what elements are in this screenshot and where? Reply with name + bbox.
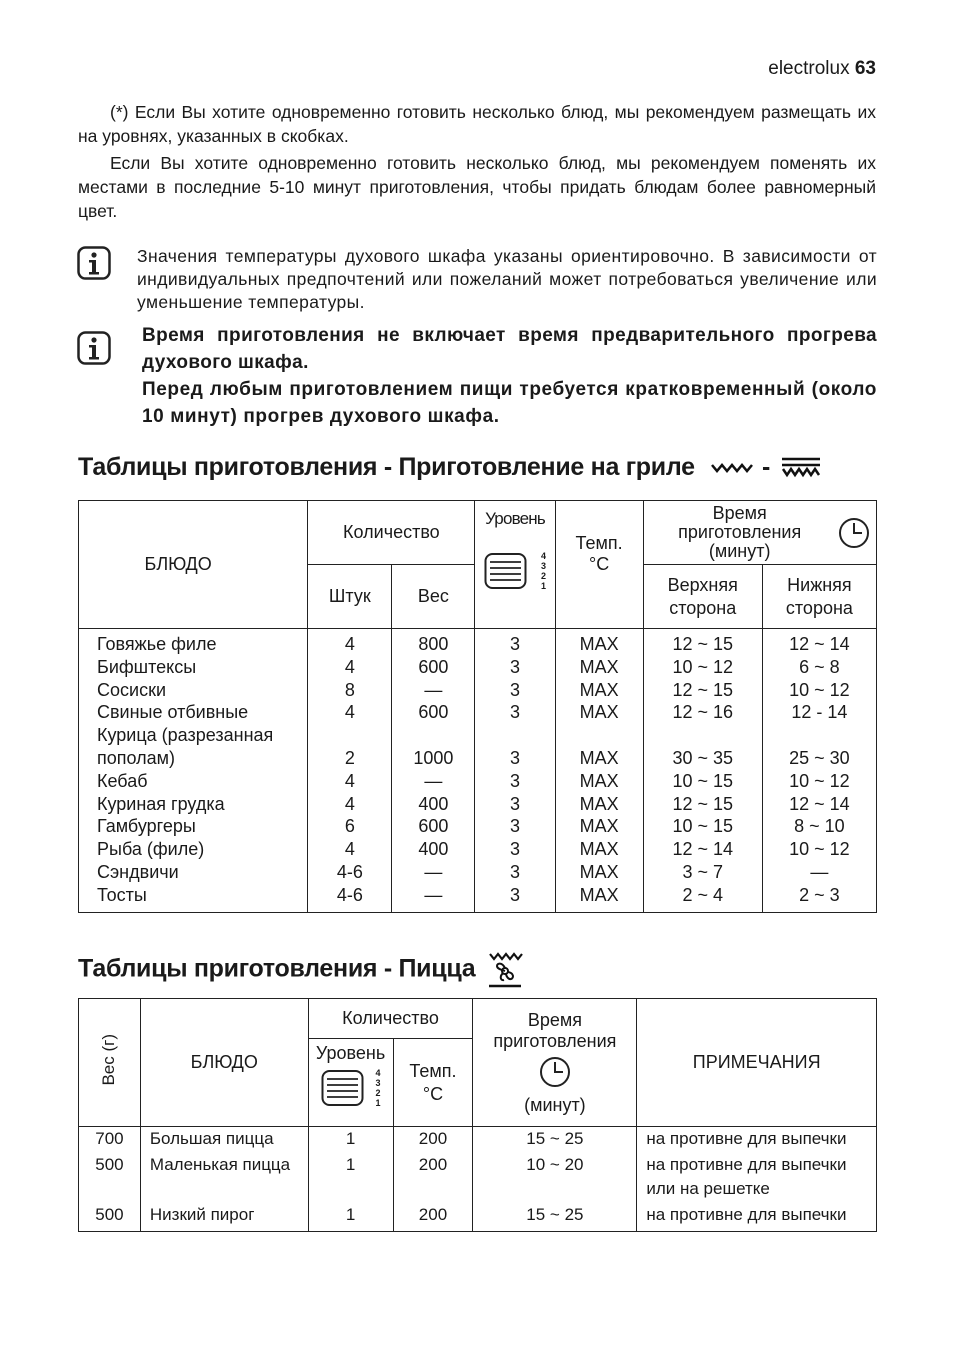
pizza-cell-lvl: 1 bbox=[308, 1201, 393, 1232]
grill-row-1-bot: 6 ~ 8 bbox=[799, 656, 840, 677]
grill-row-1-lvl: 3 bbox=[510, 656, 521, 677]
col-temp: Темп. °C bbox=[555, 501, 643, 629]
page-header bbox=[768, 58, 876, 80]
grill-row-0-dish: Говяжье филе bbox=[97, 634, 217, 654]
grill-row-3-w: 600 bbox=[418, 702, 449, 723]
grill-row-8-t: MAX bbox=[579, 816, 619, 837]
grill-row-2-dish: Сосиски bbox=[97, 679, 166, 700]
paragraph-levels: (*) Если Вы хотите одновременно готовить несколько блюд, мы рекомендуем размещать их на уровнях, указанных в скобках. bbox=[78, 102, 876, 146]
pcol-temp: Темп. °C bbox=[393, 1039, 473, 1127]
grill-col-pieces bbox=[308, 629, 392, 913]
grill-row-5-w: 1000 bbox=[413, 747, 454, 768]
pizza-cell-note: на противне для выпечки bbox=[637, 1201, 877, 1232]
grill-row-6-t: MAX bbox=[579, 770, 619, 791]
pizza-cell-dish: Большая пицца bbox=[140, 1127, 308, 1152]
pizza-row bbox=[79, 1201, 877, 1232]
grill-row-9-pcs: 4 bbox=[344, 839, 355, 860]
pizza-cell-t: 200 bbox=[393, 1127, 473, 1152]
clock-icon bbox=[838, 517, 870, 549]
grill-row-8-bot: 8 ~ 10 bbox=[794, 816, 845, 837]
note-temperature: Значения температуры духового шкафа указаны ориентировочно. В зависимости от индивидуальных предпочтений или пожеланий может потребоваться увеличение или уменьшение температуры. bbox=[137, 246, 877, 312]
pizza-cell-lvl: 1 bbox=[308, 1127, 393, 1152]
pcol-qty: Количество bbox=[308, 999, 473, 1039]
grill-col-dish bbox=[79, 629, 308, 913]
pcol-level: Уровень 4 3 2 1 bbox=[308, 1039, 393, 1127]
grill-row-5-lvl: 3 bbox=[510, 747, 521, 768]
grill-row-1-pcs: 4 bbox=[344, 656, 355, 677]
grill-row-3-pcs: 4 bbox=[344, 702, 355, 723]
shelf-levels-icon bbox=[484, 551, 528, 591]
grill-row-8-lvl: 3 bbox=[510, 816, 521, 837]
grill-row-1-w: 600 bbox=[418, 656, 449, 677]
grill-table bbox=[78, 500, 877, 913]
pizza-cell-time: 15 ~ 25 bbox=[473, 1127, 637, 1152]
note-preheat-line2: Перед любым приготовлением пищи требуется кратковременный (около 10 минут) прогрев духового шкафа. bbox=[142, 379, 877, 427]
grill-row-5-pcs: 2 bbox=[344, 747, 355, 768]
grill-row-9-w: 400 bbox=[418, 839, 449, 860]
grill-row-0-bot: 12 ~ 14 bbox=[789, 634, 850, 654]
grill-row-6-bot: 10 ~ 12 bbox=[789, 770, 850, 791]
grill-section-title bbox=[78, 453, 821, 482]
pizza-cell-time: 10 ~ 20 bbox=[473, 1151, 637, 1201]
col-level: Уровень 4 3 2 1 bbox=[475, 501, 555, 629]
grill-row-0-lvl: 3 bbox=[510, 634, 521, 654]
shelf-levels-icon bbox=[321, 1068, 365, 1108]
pizza-cell-note: на противне для выпечки или на решетке bbox=[637, 1151, 877, 1201]
grill-small-icon bbox=[709, 457, 755, 479]
pizza-cell-dish: Низкий пирог bbox=[140, 1201, 308, 1232]
grill-row-4-w bbox=[392, 724, 474, 747]
grill-row-3-top: 12 ~ 16 bbox=[672, 702, 734, 723]
grill-row-11-bot: 2 ~ 3 bbox=[799, 884, 840, 905]
grill-row-4-t bbox=[556, 724, 643, 747]
col-pieces: Штук bbox=[308, 565, 392, 629]
grill-row-1-dish: Бифштексы bbox=[97, 656, 197, 677]
info-icon bbox=[77, 246, 111, 280]
grill-row-11-t: MAX bbox=[579, 884, 619, 905]
grill-full-icon bbox=[781, 455, 821, 481]
col-top: Верхняя сторона bbox=[643, 565, 762, 629]
grill-row-5-top: 30 ~ 35 bbox=[672, 747, 734, 768]
grill-row-6-dish: Кебаб bbox=[97, 770, 148, 791]
pizza-row bbox=[79, 1127, 877, 1152]
pizza-mode-icon bbox=[486, 951, 524, 989]
pcol-weight: Вес (г) bbox=[79, 999, 141, 1127]
col-bottom: Нижняя сторона bbox=[762, 565, 876, 629]
grill-row-9-bot: 10 ~ 12 bbox=[789, 839, 850, 860]
grill-row-9-lvl: 3 bbox=[510, 839, 521, 860]
grill-row-11-pcs: 4-6 bbox=[336, 884, 363, 905]
grill-row-8-top: 10 ~ 15 bbox=[672, 816, 734, 837]
pizza-cell-note: на противне для выпечки bbox=[637, 1127, 877, 1152]
grill-row-7-lvl: 3 bbox=[510, 793, 521, 814]
grill-row-7-bot: 12 ~ 14 bbox=[789, 793, 850, 814]
grill-row-2-w: — bbox=[424, 679, 443, 700]
grill-row-10-w: — bbox=[424, 861, 443, 882]
grill-row-3-t: MAX bbox=[579, 702, 619, 723]
pizza-row bbox=[79, 1151, 877, 1201]
brand-name: electrolux bbox=[768, 58, 850, 79]
clock-icon bbox=[539, 1056, 571, 1088]
grill-row-1-t: MAX bbox=[579, 656, 619, 677]
grill-row-7-dish: Куриная грудка bbox=[97, 793, 225, 814]
grill-row-9-dish: Рыба (филе) bbox=[97, 839, 205, 860]
note-preheat bbox=[142, 322, 877, 430]
grill-row-4-pcs bbox=[308, 724, 391, 747]
col-weight: Вес bbox=[392, 565, 475, 629]
grill-row-8-w: 600 bbox=[418, 816, 449, 837]
grill-row-11-dish: Тосты bbox=[97, 884, 147, 905]
info-icon bbox=[77, 331, 111, 365]
pizza-title-text: Таблицы приготовления - Пицца bbox=[78, 954, 476, 983]
grill-row-7-pcs: 4 bbox=[344, 793, 355, 814]
grill-row-1-top: 10 ~ 12 bbox=[672, 656, 734, 677]
grill-row-6-pcs: 4 bbox=[344, 770, 355, 791]
grill-row-7-top: 12 ~ 15 bbox=[672, 793, 734, 814]
grill-row-9-top: 12 ~ 14 bbox=[672, 839, 734, 860]
grill-col-level bbox=[475, 629, 555, 913]
grill-row-0-w: 800 bbox=[418, 634, 449, 654]
grill-row-10-dish: Сэндвичи bbox=[97, 861, 179, 882]
grill-title-sep: - bbox=[762, 453, 771, 481]
pcol-notes: ПРИМЕЧАНИЯ bbox=[637, 999, 877, 1127]
grill-row-11-lvl: 3 bbox=[510, 884, 521, 905]
col-time: Время приготовления (минут) bbox=[643, 501, 876, 565]
pizza-cell-w: 500 bbox=[79, 1151, 141, 1201]
grill-row-8-dish: Гамбургеры bbox=[97, 816, 196, 837]
grill-row-6-lvl: 3 bbox=[510, 770, 521, 791]
grill-row-5-t: MAX bbox=[579, 747, 619, 768]
grill-row-4-dish: Курица (разрезанная bbox=[97, 725, 274, 746]
grill-row-0-pcs: 4 bbox=[344, 634, 355, 654]
pizza-cell-time: 15 ~ 25 bbox=[473, 1201, 637, 1232]
grill-row-8-pcs: 6 bbox=[344, 816, 355, 837]
grill-row-4-top bbox=[644, 724, 762, 747]
grill-row-11-top: 2 ~ 4 bbox=[682, 884, 724, 905]
grill-row-0-top: 12 ~ 15 bbox=[672, 634, 734, 654]
grill-row-10-pcs: 4-6 bbox=[336, 861, 363, 882]
grill-row-2-t: MAX bbox=[579, 679, 619, 700]
grill-title-text: Таблицы приготовления - Приготовление на гриле bbox=[78, 453, 695, 481]
grill-row-10-t: MAX bbox=[579, 861, 619, 882]
grill-row-7-t: MAX bbox=[579, 793, 619, 814]
pizza-cell-w: 500 bbox=[79, 1201, 141, 1232]
grill-row-3-bot: 12 - 14 bbox=[791, 702, 848, 723]
pizza-cell-w: 700 bbox=[79, 1127, 141, 1152]
grill-col-weight bbox=[392, 629, 475, 913]
grill-row-11-w: — bbox=[424, 884, 443, 905]
grill-row-10-top: 3 ~ 7 bbox=[682, 861, 724, 882]
pizza-cell-dish: Маленькая пицца bbox=[140, 1151, 308, 1201]
grill-row-3-lvl: 3 bbox=[510, 702, 521, 723]
grill-row-6-top: 10 ~ 15 bbox=[672, 770, 734, 791]
grill-row-9-t: MAX bbox=[579, 839, 619, 860]
grill-col-bottom bbox=[762, 629, 876, 913]
grill-row-2-top: 12 ~ 15 bbox=[672, 679, 734, 700]
grill-row-2-pcs: 8 bbox=[344, 679, 355, 700]
grill-row-2-lvl: 3 bbox=[510, 679, 521, 700]
grill-row-2-bot: 10 ~ 12 bbox=[789, 679, 850, 700]
pcol-time: Время приготовления (минут) bbox=[473, 999, 637, 1127]
page-number: 63 bbox=[854, 58, 876, 79]
grill-col-temp bbox=[555, 629, 643, 913]
grill-row-10-lvl: 3 bbox=[510, 861, 521, 882]
grill-col-top bbox=[643, 629, 762, 913]
grill-row-5-bot: 25 ~ 30 bbox=[789, 747, 850, 768]
grill-row-6-w: — bbox=[424, 770, 443, 791]
pizza-cell-t: 200 bbox=[393, 1201, 473, 1232]
pizza-table bbox=[78, 998, 877, 1232]
grill-row-4-lvl bbox=[475, 724, 554, 747]
note-preheat-line1: Время приготовления не включает время предварительного прогрева духового шкафа. bbox=[142, 325, 877, 373]
col-dish: БЛЮДО bbox=[79, 501, 308, 629]
pizza-cell-lvl: 1 bbox=[308, 1151, 393, 1201]
grill-row-4-bot bbox=[763, 724, 876, 747]
grill-row-3-dish: Свиные отбивные bbox=[97, 702, 249, 723]
grill-row-7-w: 400 bbox=[418, 793, 449, 814]
pizza-cell-t: 200 bbox=[393, 1151, 473, 1201]
grill-row-5-dish: пополам) bbox=[97, 747, 176, 768]
grill-row-10-bot: — bbox=[810, 861, 829, 882]
pizza-section-title bbox=[78, 951, 524, 989]
grill-row-0-t: MAX bbox=[579, 634, 619, 654]
col-qty: Количество bbox=[308, 501, 475, 565]
pcol-dish: БЛЮДО bbox=[140, 999, 308, 1127]
paragraph-swap: Если Вы хотите одновременно готовить несколько блюд, мы рекомендуем поменять их местами в последние 5-10 минут приготовления, чтобы придать блюдам более равномерный цвет. bbox=[78, 153, 876, 221]
